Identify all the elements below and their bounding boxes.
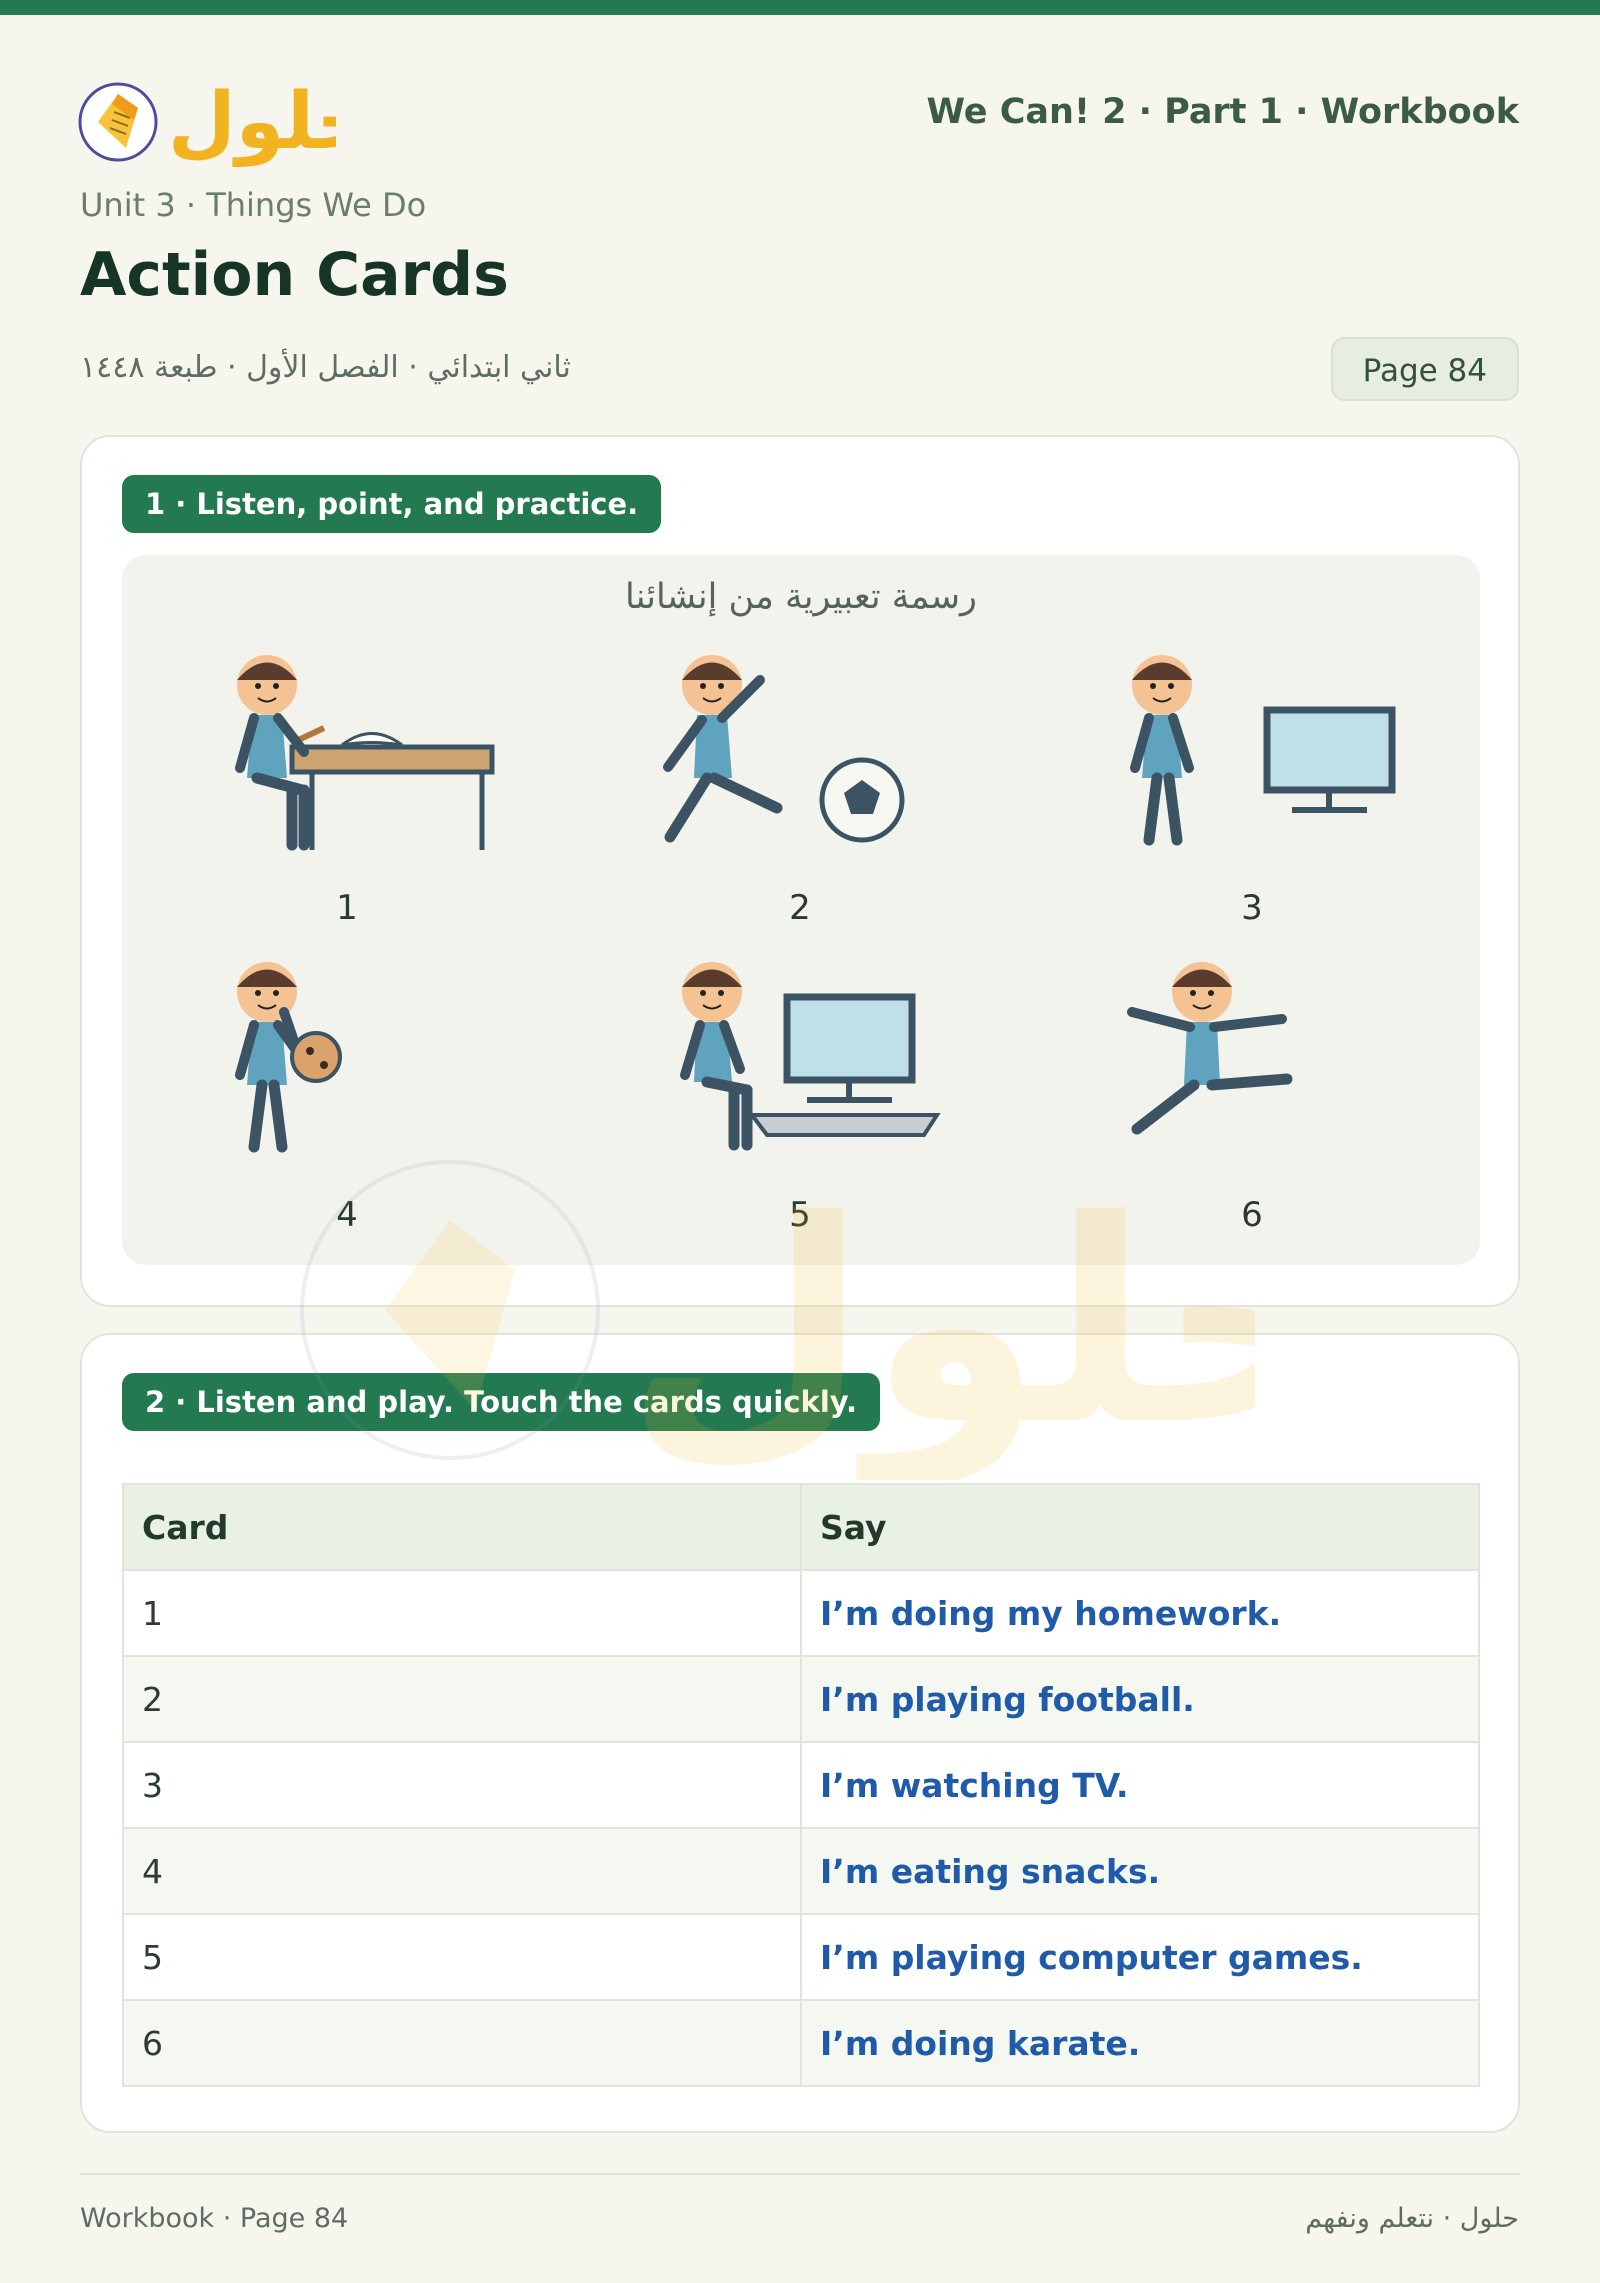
homework-figure-icon xyxy=(212,650,512,860)
say-sentence: I’m playing football. xyxy=(801,1656,1479,1742)
say-table xyxy=(122,1483,1480,2087)
figure-number: 3 xyxy=(1241,888,1263,928)
card-number: 1 xyxy=(123,1570,801,1656)
table-row xyxy=(123,2000,1479,2086)
footer-page-label: Workbook · Page 84 xyxy=(80,2203,349,2234)
table-row xyxy=(123,1656,1479,1742)
page-badge: Page 84 xyxy=(1331,337,1519,401)
say-sentence: I’m doing karate. xyxy=(801,2000,1479,2086)
logo-text: لول xyxy=(168,77,317,167)
activity-2-card xyxy=(80,1333,1520,2133)
card-number: 3 xyxy=(123,1742,801,1828)
column-header-card: Card xyxy=(123,1484,801,1570)
figure-number: 2 xyxy=(789,888,811,928)
say-sentence: I’m doing my homework. xyxy=(801,1570,1479,1656)
activity-1-card xyxy=(80,435,1520,1307)
say-sentence: I’m playing computer games. xyxy=(801,1914,1479,2000)
say-sentence: I’m watching TV. xyxy=(801,1742,1479,1828)
table-row xyxy=(123,1914,1479,2000)
karate-figure-icon xyxy=(1082,957,1382,1167)
edition-info: ثاني ابتدائي · الفصل الأول · طبعة ١٤٤٨ xyxy=(80,350,571,385)
table-header-row xyxy=(123,1484,1479,1570)
card-number: 4 xyxy=(123,1828,801,1914)
card-number: 6 xyxy=(123,2000,801,2086)
figure-number: 1 xyxy=(336,888,358,928)
svg-text:حلول: لول xyxy=(625,1161,1158,1480)
top-accent-bar xyxy=(0,0,1600,15)
computer-figure-icon xyxy=(652,957,952,1167)
table-row xyxy=(123,1742,1479,1828)
card-number: 5 xyxy=(123,1914,801,2000)
footer-divider xyxy=(80,2173,1520,2175)
table-row xyxy=(123,1570,1479,1656)
page-title: Action Cards xyxy=(80,240,509,310)
tv-figure-icon xyxy=(1107,650,1407,860)
footer-brand: حلول · نتعلم ونفهم xyxy=(1305,2203,1519,2234)
action-illustration-panel xyxy=(122,555,1480,1265)
column-header-say: Say xyxy=(801,1484,1479,1570)
hulul-logo xyxy=(76,60,336,170)
say-sentence: I’m eating snacks. xyxy=(801,1828,1479,1914)
unit-title: Unit 3 · Things We Do xyxy=(80,186,427,224)
table-row xyxy=(123,1828,1479,1914)
card-number: 2 xyxy=(123,1656,801,1742)
figure-number: 4 xyxy=(336,1195,358,1235)
art-caption: رسمة تعبيرية من إنشائنا xyxy=(625,577,977,617)
activity-1-label: 1 · Listen, point, and practice. xyxy=(122,475,661,533)
activity-2-label: 2 · Listen and play. Touch the cards quickly. xyxy=(122,1373,880,1431)
book-series: We Can! 2 · Part 1 · Workbook xyxy=(926,92,1519,132)
figure-number: 5 xyxy=(789,1195,811,1235)
figure-number: 6 xyxy=(1241,1195,1263,1235)
football-figure-icon xyxy=(652,650,952,860)
snacks-figure-icon xyxy=(212,957,512,1167)
